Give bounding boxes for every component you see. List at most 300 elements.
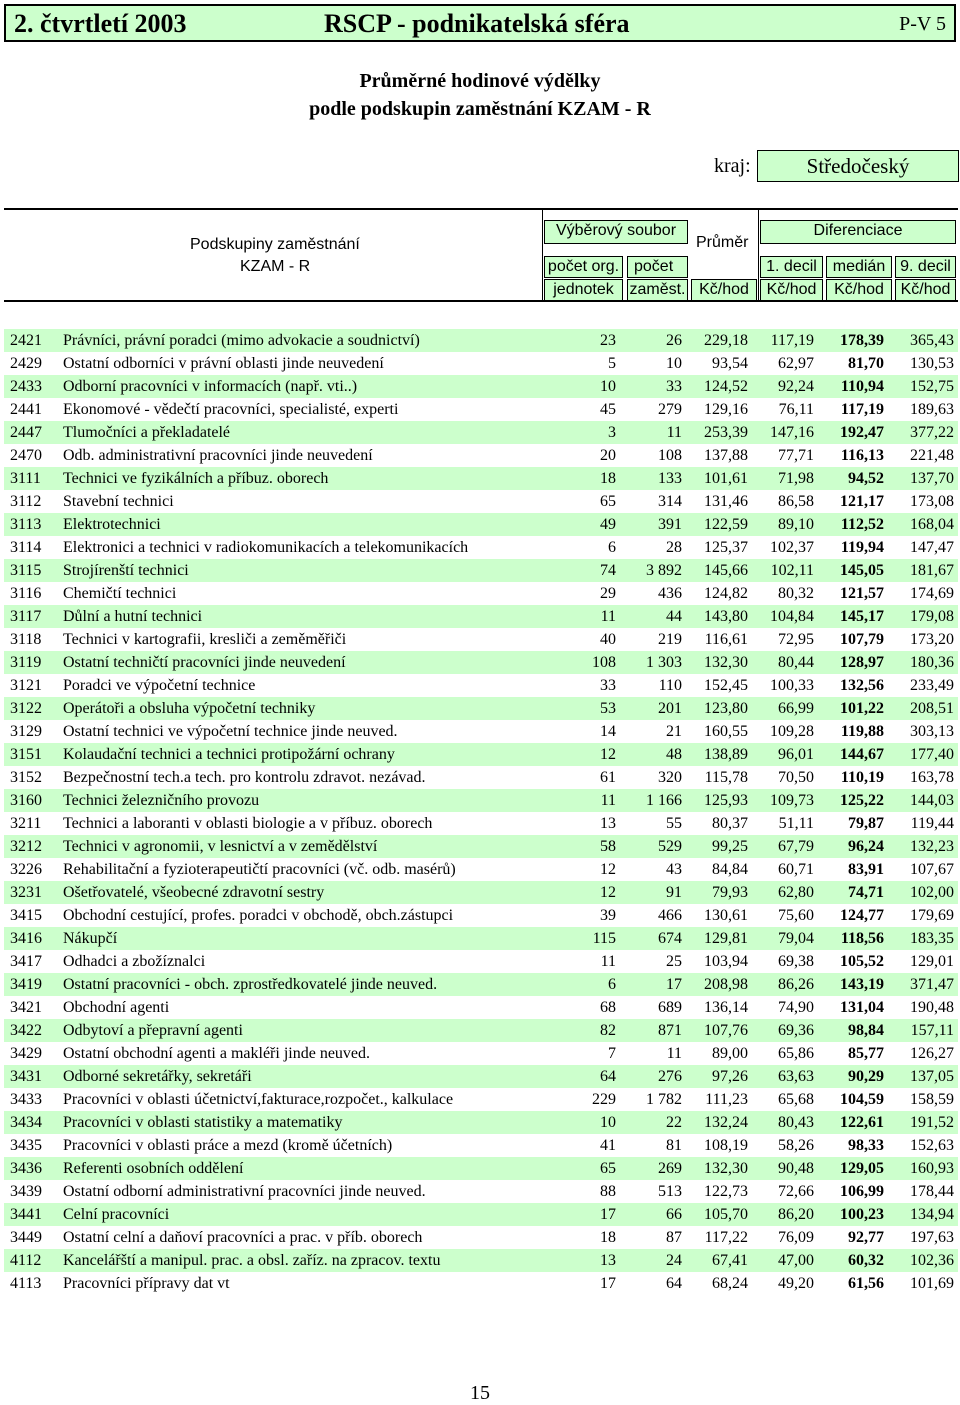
cell-code: 3431 <box>10 1068 42 1085</box>
cell-avg: 84,84 <box>712 861 748 878</box>
cell-d1: 76,11 <box>778 401 814 418</box>
table-row <box>4 398 958 421</box>
cell-avg: 129,81 <box>704 930 748 947</box>
cell-avg: 67,41 <box>712 1252 748 1269</box>
table-code: P-V 5 <box>899 13 946 35</box>
cell-med: 105,52 <box>840 953 884 970</box>
cell-emp: 689 <box>658 999 682 1016</box>
cell-name: Pracovníci v oblasti statistiky a matematiky <box>63 1114 343 1131</box>
cell-name: Bezpečnostní tech.a tech. pro kontrolu zdravot. nezávad. <box>63 769 426 786</box>
cell-med: 98,33 <box>848 1137 884 1154</box>
cell-med: 110,19 <box>840 769 884 786</box>
cell-emp: 1 166 <box>646 792 682 809</box>
cell-org: 49 <box>600 516 616 533</box>
table-row <box>4 1226 958 1249</box>
cell-emp: 25 <box>666 953 682 970</box>
cell-code: 3449 <box>10 1229 42 1246</box>
table-row <box>4 904 958 927</box>
cell-avg: 122,59 <box>704 516 748 533</box>
cell-avg: 132,24 <box>704 1114 748 1131</box>
cell-name: Technici v agronomii, v lesnictví a v zemědělství <box>63 838 378 855</box>
cell-d1: 67,79 <box>778 838 814 855</box>
cell-org: 53 <box>600 700 616 717</box>
cell-code: 3429 <box>10 1045 42 1062</box>
cell-d9: 168,04 <box>910 516 954 533</box>
cell-name: Elektronici a technici v radiokomunikacích a telekomunikacích <box>63 539 469 556</box>
cell-emp: 17 <box>666 976 682 993</box>
cell-avg: 107,76 <box>704 1022 748 1039</box>
cell-emp: 91 <box>666 884 682 901</box>
cell-med: 124,77 <box>840 907 884 924</box>
cell-code: 4112 <box>10 1252 42 1269</box>
header-diff: Diferenciace <box>760 220 956 244</box>
cell-org: 14 <box>600 723 616 740</box>
cell-code: 3121 <box>10 677 42 694</box>
cell-org: 18 <box>600 1229 616 1246</box>
cell-avg: 105,70 <box>704 1206 748 1223</box>
cell-code: 3421 <box>10 999 42 1016</box>
cell-med: 79,87 <box>848 815 884 832</box>
cell-name: Celní pracovníci <box>63 1206 170 1223</box>
cell-avg: 132,30 <box>704 1160 748 1177</box>
table-row <box>4 1019 958 1042</box>
cell-avg: 125,37 <box>704 539 748 556</box>
cell-d1: 49,20 <box>778 1275 814 1292</box>
cell-d9: 179,08 <box>910 608 954 625</box>
cell-d9: 189,63 <box>910 401 954 418</box>
cell-name: Důlní a hutní technici <box>63 608 203 625</box>
cell-avg: 97,26 <box>712 1068 748 1085</box>
cell-org: 12 <box>600 861 616 878</box>
cell-med: 178,39 <box>840 332 884 349</box>
cell-name: Tlumočníci a překladatelé <box>63 424 231 441</box>
cell-d9: 158,59 <box>910 1091 954 1108</box>
cell-emp: 66 <box>666 1206 682 1223</box>
table-row <box>4 1249 958 1272</box>
cell-avg: 68,24 <box>712 1275 748 1292</box>
cell-org: 64 <box>600 1068 616 1085</box>
cell-med: 144,67 <box>840 746 884 763</box>
table-row <box>4 1088 958 1111</box>
cell-org: 65 <box>600 1160 616 1177</box>
cell-name: Pracovníci v oblasti práce a mezd (kromě účetních) <box>63 1137 393 1154</box>
table-row <box>4 812 958 835</box>
cell-name: Ostatní obchodní agenti a makléři jinde neuved. <box>63 1045 371 1062</box>
cell-med: 119,88 <box>840 723 884 740</box>
cell-d9: 179,69 <box>910 907 954 924</box>
cell-d9: 137,70 <box>910 470 954 487</box>
cell-emp: 10 <box>666 355 682 372</box>
cell-emp: 466 <box>658 907 682 924</box>
cell-d1: 100,33 <box>770 677 814 694</box>
table-row <box>4 1111 958 1134</box>
cell-name: Pracovníci přípravy dat vt <box>63 1275 230 1292</box>
cell-org: 68 <box>600 999 616 1016</box>
cell-avg: 108,19 <box>704 1137 748 1154</box>
cell-med: 119,94 <box>840 539 884 556</box>
cell-med: 131,04 <box>840 999 884 1016</box>
cell-d9: 157,11 <box>910 1022 954 1039</box>
table-row <box>4 697 958 720</box>
table-row <box>4 467 958 490</box>
cell-d1: 47,00 <box>778 1252 814 1269</box>
cell-avg: 143,80 <box>704 608 748 625</box>
cell-d1: 72,95 <box>778 631 814 648</box>
cell-name: Ostatní pracovníci - obch. zprostředkovatelé jinde neuved. <box>63 976 438 993</box>
cell-d9: 152,75 <box>910 378 954 395</box>
cell-d1: 80,32 <box>778 585 814 602</box>
cell-d1: 109,28 <box>770 723 814 740</box>
cell-name: Technici a laboranti v oblasti biologie a v příbuz. oborech <box>63 815 433 832</box>
cell-d9: 134,94 <box>910 1206 954 1223</box>
cell-med: 106,99 <box>840 1183 884 1200</box>
cell-avg: 103,94 <box>704 953 748 970</box>
cell-emp: 21 <box>666 723 682 740</box>
cell-med: 129,05 <box>840 1160 884 1177</box>
cell-code: 3212 <box>10 838 42 855</box>
cell-code: 3151 <box>10 746 42 763</box>
cell-d9: 102,00 <box>910 884 954 901</box>
cell-emp: 108 <box>658 447 682 464</box>
table-row <box>4 513 958 536</box>
table-row <box>4 444 958 467</box>
cell-org: 7 <box>608 1045 616 1062</box>
cell-avg: 129,16 <box>704 401 748 418</box>
cell-org: 115 <box>592 930 616 947</box>
cell-name: Elektrotechnici <box>63 516 161 533</box>
cell-name: Ostatní techničtí pracovníci jinde neuvedení <box>63 654 346 671</box>
region-value: Středočeský <box>757 150 959 182</box>
cell-name: Obchodní agenti <box>63 999 170 1016</box>
cell-avg: 208,98 <box>704 976 748 993</box>
cell-d9: 137,05 <box>910 1068 954 1085</box>
cell-emp: 320 <box>658 769 682 786</box>
cell-d1: 109,73 <box>770 792 814 809</box>
header-divider <box>542 210 543 302</box>
table-row <box>4 559 958 582</box>
cell-med: 104,59 <box>840 1091 884 1108</box>
cell-name: Odb. administrativní pracovníci jinde neuvedení <box>63 447 373 464</box>
cell-emp: 1 303 <box>646 654 682 671</box>
cell-code: 3119 <box>10 654 42 671</box>
table-row <box>4 1180 958 1203</box>
cell-name: Nákupčí <box>63 930 118 947</box>
header-d1-unit: Kč/hod <box>760 279 823 301</box>
cell-med: 145,17 <box>840 608 884 625</box>
cell-d9: 377,22 <box>910 424 954 441</box>
cell-d9: 180,36 <box>910 654 954 671</box>
table-row <box>4 950 958 973</box>
header-org-line1: počet org. <box>544 256 623 278</box>
cell-d9: 160,93 <box>910 1160 954 1177</box>
cell-code: 3116 <box>10 585 42 602</box>
cell-avg: 99,25 <box>712 838 748 855</box>
cell-d1: 58,26 <box>778 1137 814 1154</box>
cell-name: Operátoři a obsluha výpočetní techniky <box>63 700 316 717</box>
cell-d9: 174,69 <box>910 585 954 602</box>
cell-med: 112,52 <box>840 516 884 533</box>
cell-org: 12 <box>600 884 616 901</box>
cell-avg: 116,61 <box>704 631 748 648</box>
cell-d1: 66,99 <box>778 700 814 717</box>
cell-name: Ostatní celní a daňoví pracovníci a prac. v příb. oborech <box>63 1229 423 1246</box>
cell-code: 3111 <box>10 470 41 487</box>
table-row <box>4 1134 958 1157</box>
cell-org: 10 <box>600 378 616 395</box>
cell-org: 18 <box>600 470 616 487</box>
cell-d1: 79,04 <box>778 930 814 947</box>
header-sample: Výběrový soubor <box>544 220 688 244</box>
cell-emp: 28 <box>666 539 682 556</box>
cell-name: Kancelářští a manipul. prac. a obsl. zaříz. na zpracov. textu <box>63 1252 441 1269</box>
cell-d1: 102,37 <box>770 539 814 556</box>
cell-avg: 123,80 <box>704 700 748 717</box>
cell-med: 121,17 <box>840 493 884 510</box>
cell-avg: 160,55 <box>704 723 748 740</box>
table-row <box>4 421 958 444</box>
cell-name: Ostatní odborníci v právní oblasti jinde neuvedení <box>63 355 384 372</box>
cell-d1: 147,16 <box>770 424 814 441</box>
cell-org: 39 <box>600 907 616 924</box>
cell-d9: 365,43 <box>910 332 954 349</box>
cell-org: 12 <box>600 746 616 763</box>
cell-name: Ekonomové - vědečtí pracovníci, specialisté, experti <box>63 401 399 418</box>
cell-med: 92,77 <box>848 1229 884 1246</box>
subtitle-line1: Průměrné hodinové výdělky <box>359 70 601 92</box>
header-group-line1: Podskupiny zaměstnání <box>190 236 360 253</box>
cell-code: 3211 <box>10 815 42 832</box>
header-med-unit: Kč/hod <box>826 279 892 301</box>
cell-d1: 75,60 <box>778 907 814 924</box>
cell-d1: 86,20 <box>778 1206 814 1223</box>
header-divider <box>758 210 759 302</box>
cell-d1: 92,24 <box>778 378 814 395</box>
cell-name: Ošetřovatelé, všeobecné zdravotní sestry <box>63 884 325 901</box>
survey-title: RSCP - podnikatelská sféra <box>324 9 630 38</box>
cell-emp: 43 <box>666 861 682 878</box>
cell-emp: 11 <box>666 1045 682 1062</box>
cell-org: 13 <box>600 1252 616 1269</box>
cell-emp: 11 <box>666 424 682 441</box>
table-row <box>4 605 958 628</box>
table-header <box>4 208 958 302</box>
cell-code: 3439 <box>10 1183 42 1200</box>
cell-d1: 72,66 <box>778 1183 814 1200</box>
cell-code: 3441 <box>10 1206 42 1223</box>
cell-d1: 60,71 <box>778 861 814 878</box>
cell-d9: 101,69 <box>910 1275 954 1292</box>
cell-emp: 513 <box>658 1183 682 1200</box>
cell-code: 3434 <box>10 1114 42 1131</box>
cell-code: 4113 <box>10 1275 42 1292</box>
cell-org: 17 <box>600 1275 616 1292</box>
cell-name: Referenti osobních oddělení <box>63 1160 244 1177</box>
cell-name: Odbytoví a přepravní agenti <box>63 1022 243 1039</box>
cell-avg: 122,73 <box>704 1183 748 1200</box>
table-row <box>4 1042 958 1065</box>
cell-med: 90,29 <box>848 1068 884 1085</box>
cell-d1: 80,43 <box>778 1114 814 1131</box>
cell-name: Technici ve fyzikálních a příbuz. oborech <box>63 470 329 487</box>
cell-code: 3118 <box>10 631 42 648</box>
table-row <box>4 927 958 950</box>
cell-avg: 79,93 <box>712 884 748 901</box>
cell-avg: 136,14 <box>704 999 748 1016</box>
cell-emp: 48 <box>666 746 682 763</box>
cell-med: 85,77 <box>848 1045 884 1062</box>
cell-emp: 44 <box>666 608 682 625</box>
cell-med: 100,23 <box>840 1206 884 1223</box>
cell-d9: 144,03 <box>910 792 954 809</box>
table-row <box>4 536 958 559</box>
cell-org: 6 <box>608 539 616 556</box>
cell-avg: 132,30 <box>704 654 748 671</box>
cell-avg: 115,78 <box>704 769 748 786</box>
cell-d9: 102,36 <box>910 1252 954 1269</box>
cell-d1: 70,50 <box>778 769 814 786</box>
period-title: 2. čtvrtletí 2003 <box>14 9 187 38</box>
cell-code: 3112 <box>10 493 42 510</box>
cell-d1: 102,11 <box>770 562 814 579</box>
table-row <box>4 628 958 651</box>
cell-d9: 107,67 <box>910 861 954 878</box>
cell-d9: 132,23 <box>910 838 954 855</box>
cell-d9: 126,27 <box>910 1045 954 1062</box>
cell-avg: 117,22 <box>704 1229 748 1246</box>
table-row <box>4 1065 958 1088</box>
cell-name: Odborné sekretářky, sekretáři <box>63 1068 252 1085</box>
cell-code: 2429 <box>10 355 42 372</box>
cell-d9: 181,67 <box>910 562 954 579</box>
cell-d1: 71,98 <box>778 470 814 487</box>
cell-org: 65 <box>600 493 616 510</box>
cell-emp: 1 782 <box>646 1091 682 1108</box>
cell-code: 2421 <box>10 332 42 349</box>
table-row <box>4 766 958 789</box>
cell-med: 96,24 <box>848 838 884 855</box>
header-emp-line2: zaměst. <box>627 279 688 301</box>
cell-org: 29 <box>600 585 616 602</box>
cell-med: 74,71 <box>848 884 884 901</box>
cell-org: 6 <box>608 976 616 993</box>
cell-med: 121,57 <box>840 585 884 602</box>
cell-d9: 303,13 <box>910 723 954 740</box>
cell-emp: 24 <box>666 1252 682 1269</box>
cell-d1: 69,38 <box>778 953 814 970</box>
table-row <box>4 996 958 1019</box>
header-avg-unit: Kč/hod <box>691 279 757 301</box>
cell-avg: 124,82 <box>704 585 748 602</box>
cell-d9: 208,51 <box>910 700 954 717</box>
cell-med: 94,52 <box>848 470 884 487</box>
header-d9: 9. decil <box>895 256 956 278</box>
cell-emp: 201 <box>658 700 682 717</box>
cell-emp: 3 892 <box>646 562 682 579</box>
cell-org: 108 <box>592 654 616 671</box>
cell-code: 3115 <box>10 562 42 579</box>
cell-org: 3 <box>608 424 616 441</box>
cell-org: 40 <box>600 631 616 648</box>
cell-code: 3417 <box>10 953 42 970</box>
cell-emp: 391 <box>658 516 682 533</box>
table-row <box>4 490 958 513</box>
cell-emp: 279 <box>658 401 682 418</box>
cell-code: 3129 <box>10 723 42 740</box>
cell-code: 2433 <box>10 378 42 395</box>
cell-med: 60,32 <box>848 1252 884 1269</box>
cell-name: Obchodní cestující, profes. poradci v obchodě, obch.zástupci <box>63 907 454 924</box>
cell-org: 33 <box>600 677 616 694</box>
region-label: kraj: <box>714 155 751 177</box>
cell-avg: 80,37 <box>712 815 748 832</box>
cell-emp: 26 <box>666 332 682 349</box>
cell-d9: 130,53 <box>910 355 954 372</box>
cell-d1: 86,58 <box>778 493 814 510</box>
cell-avg: 125,93 <box>704 792 748 809</box>
cell-d9: 173,20 <box>910 631 954 648</box>
cell-d1: 86,26 <box>778 976 814 993</box>
cell-d1: 69,36 <box>778 1022 814 1039</box>
cell-emp: 133 <box>658 470 682 487</box>
cell-avg: 131,46 <box>704 493 748 510</box>
cell-med: 101,22 <box>840 700 884 717</box>
cell-med: 143,19 <box>840 976 884 993</box>
cell-med: 110,94 <box>840 378 884 395</box>
cell-d9: 129,01 <box>910 953 954 970</box>
cell-avg: 137,88 <box>704 447 748 464</box>
cell-d9: 233,49 <box>910 677 954 694</box>
cell-emp: 436 <box>658 585 682 602</box>
cell-avg: 253,39 <box>704 424 748 441</box>
cell-name: Odhadci a zbožíznalci <box>63 953 206 970</box>
cell-code: 3433 <box>10 1091 42 1108</box>
table-row <box>4 352 958 375</box>
cell-d9: 119,44 <box>910 815 954 832</box>
cell-code: 3152 <box>10 769 42 786</box>
cell-name: Rehabilitační a fyzioterapeutičtí pracovníci (vč. odb. masérů) <box>63 861 456 878</box>
cell-name: Poradci ve výpočetní technice <box>63 677 256 694</box>
cell-org: 82 <box>600 1022 616 1039</box>
cell-d1: 74,90 <box>778 999 814 1016</box>
cell-med: 98,84 <box>848 1022 884 1039</box>
table-row <box>4 858 958 881</box>
table-row <box>4 881 958 904</box>
cell-org: 20 <box>600 447 616 464</box>
cell-d1: 62,80 <box>778 884 814 901</box>
cell-org: 58 <box>600 838 616 855</box>
cell-med: 107,79 <box>840 631 884 648</box>
cell-avg: 111,23 <box>705 1091 748 1108</box>
table-row <box>4 743 958 766</box>
cell-code: 2447 <box>10 424 42 441</box>
header-d1: 1. decil <box>760 256 823 278</box>
cell-org: 5 <box>608 355 616 372</box>
cell-med: 61,56 <box>848 1275 884 1292</box>
cell-emp: 269 <box>658 1160 682 1177</box>
table-row <box>4 674 958 697</box>
cell-name: Odborní pracovníci v informacích (např. vti..) <box>63 378 358 395</box>
cell-code: 3160 <box>10 792 42 809</box>
cell-emp: 871 <box>658 1022 682 1039</box>
cell-d9: 177,40 <box>910 746 954 763</box>
cell-name: Právníci, právní poradci (mimo advokacie a soudnictví) <box>63 332 420 349</box>
cell-emp: 22 <box>666 1114 682 1131</box>
table-row <box>4 835 958 858</box>
cell-name: Ostatní odborní administrativní pracovníci jinde neuved. <box>63 1183 426 1200</box>
cell-emp: 110 <box>658 677 682 694</box>
cell-d9: 197,63 <box>910 1229 954 1246</box>
cell-code: 3122 <box>10 700 42 717</box>
